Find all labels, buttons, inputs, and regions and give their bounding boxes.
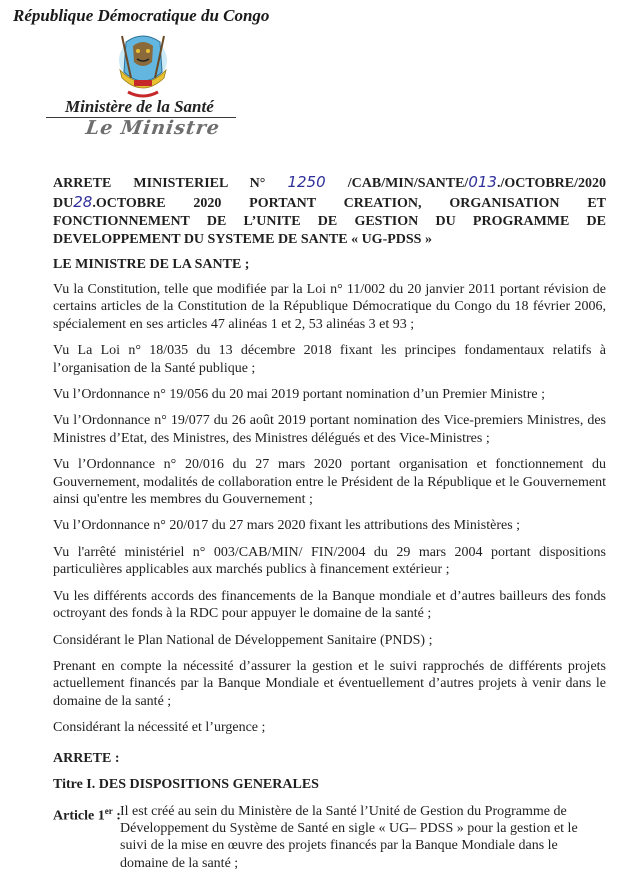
ministry-name: Ministère de la Santé [65,97,214,116]
consideration-paragraph: Vu l’Ordonnance n° 20/016 du 27 mars 2020 portant organisation et fonctionnement du Gouvernement, modalités de collaboration entre le Président de la République et le Gouvernement ainsi qu'entre les membres du Gouvernement ; [53,457,606,508]
consideration-paragraph: Considérant le Plan National de Développement Sanitaire (PNDS) ; [53,632,433,648]
minister-line: LE MINISTRE DE LA SANTE ; [53,257,250,272]
consideration-paragraph: Vu l'arrêté ministériel n° 003/CAB/MIN/ FIN/2004 du 29 mars 2004 portant dispositions particulières applicables aux marchés publics à financement extérieur ; [53,544,606,578]
minister-signature-title: Le Ministre [84,117,222,139]
article-label-text: Article 1 [53,808,105,824]
handwritten-number: 1250 [287,173,326,191]
article-1-text: Il est créé au sein du Ministère de la Santé l’Unité de Gestion du Programme de Développement du Système de Santé en sigle « UG– PDSS » pour la gestion et le suivi de la mise en œuvre des projets financés par la Banque Mondiale dans le domaine de la santé ; [120,803,578,871]
decree-title-part: .OCTOBRE 2020 PORTANT CREATION, ORGANISATION ET FONCTIONNEMENT DE L’UNITE DE GESTION DU PROGRAMME DE DEVELOPPEMENT DU SYSTEME DE SANTE « UG-PDSS » [53,196,606,247]
consideration-paragraph: Vu les différents accords des financements de la Banque mondiale et d’autres bailleurs des fonds octroyant des fonds à la RDC pour appuyer le domaine de la santé ; [53,588,606,622]
decree-title-part: ./OCTOBRE/2020 DU [53,176,607,211]
decree-title-part: ARRETE MINISTERIEL N° [53,176,266,191]
article-label-colon: : [112,808,121,824]
consideration-paragraph: Vu l’Ordonnance n° 19/056 du 20 mai 2019 portant nomination d’un Premier Ministre ; [53,387,545,403]
decree-title-part: /CAB/MIN/SANTE/ [347,176,469,191]
handwritten-code: 013 [468,173,497,191]
decree-body [53,173,606,872]
consideration-paragraph: Vu l’Ordonnance n° 20/017 du 27 mars 2020 fixant les attributions des Ministères ; [53,518,521,534]
consideration-paragraph: Considérant la nécessité et l’urgence ; [53,720,266,736]
article-1-label [53,803,121,825]
handwritten-day: 28 [73,193,93,211]
consideration-paragraph: Vu la Constitution, telle que modifiée par la Loi n° 11/002 du 20 janvier 2011 portant révision de certains articles de la Constitution de la République Démocratique du Congo du 18 février 2006, spécialement en ses articles 47 alinéas 1 et 2, 53 alinéas 3 et 93 ; [53,282,606,332]
consideration-paragraph: Vu La Loi n° 18/035 du 13 décembre 2018 fixant les principes fondamentaux relatifs à l’organisation de la Santé publique ; [53,343,606,376]
decree-title [53,173,606,249]
titre-heading: Titre I. DES DISPOSITIONS GENERALES [53,776,319,792]
article-label-sup: er [104,805,113,816]
consideration-paragraph: Vu l’Ordonnance n° 19/077 du 26 août 2019 portant nomination des Vice-premiers Ministres, des Ministres d’Etat, des Ministres, des Ministres délégués et des Vice-Ministres ; [53,413,606,446]
arrete-label: ARRETE : [53,750,120,766]
coat-of-arms-emblem [104,32,182,104]
article-1 [53,803,606,872]
consideration-paragraph: Prenant en compte la nécessité d’assurer la gestion et le suivi rapprochés de différents projets actuellement financés par la Banque Mondiale et éventuellement d’autres projets à venir dans le domaine de la santé ; [53,658,606,709]
country-heading: République Démocratique du Congo [13,6,270,25]
